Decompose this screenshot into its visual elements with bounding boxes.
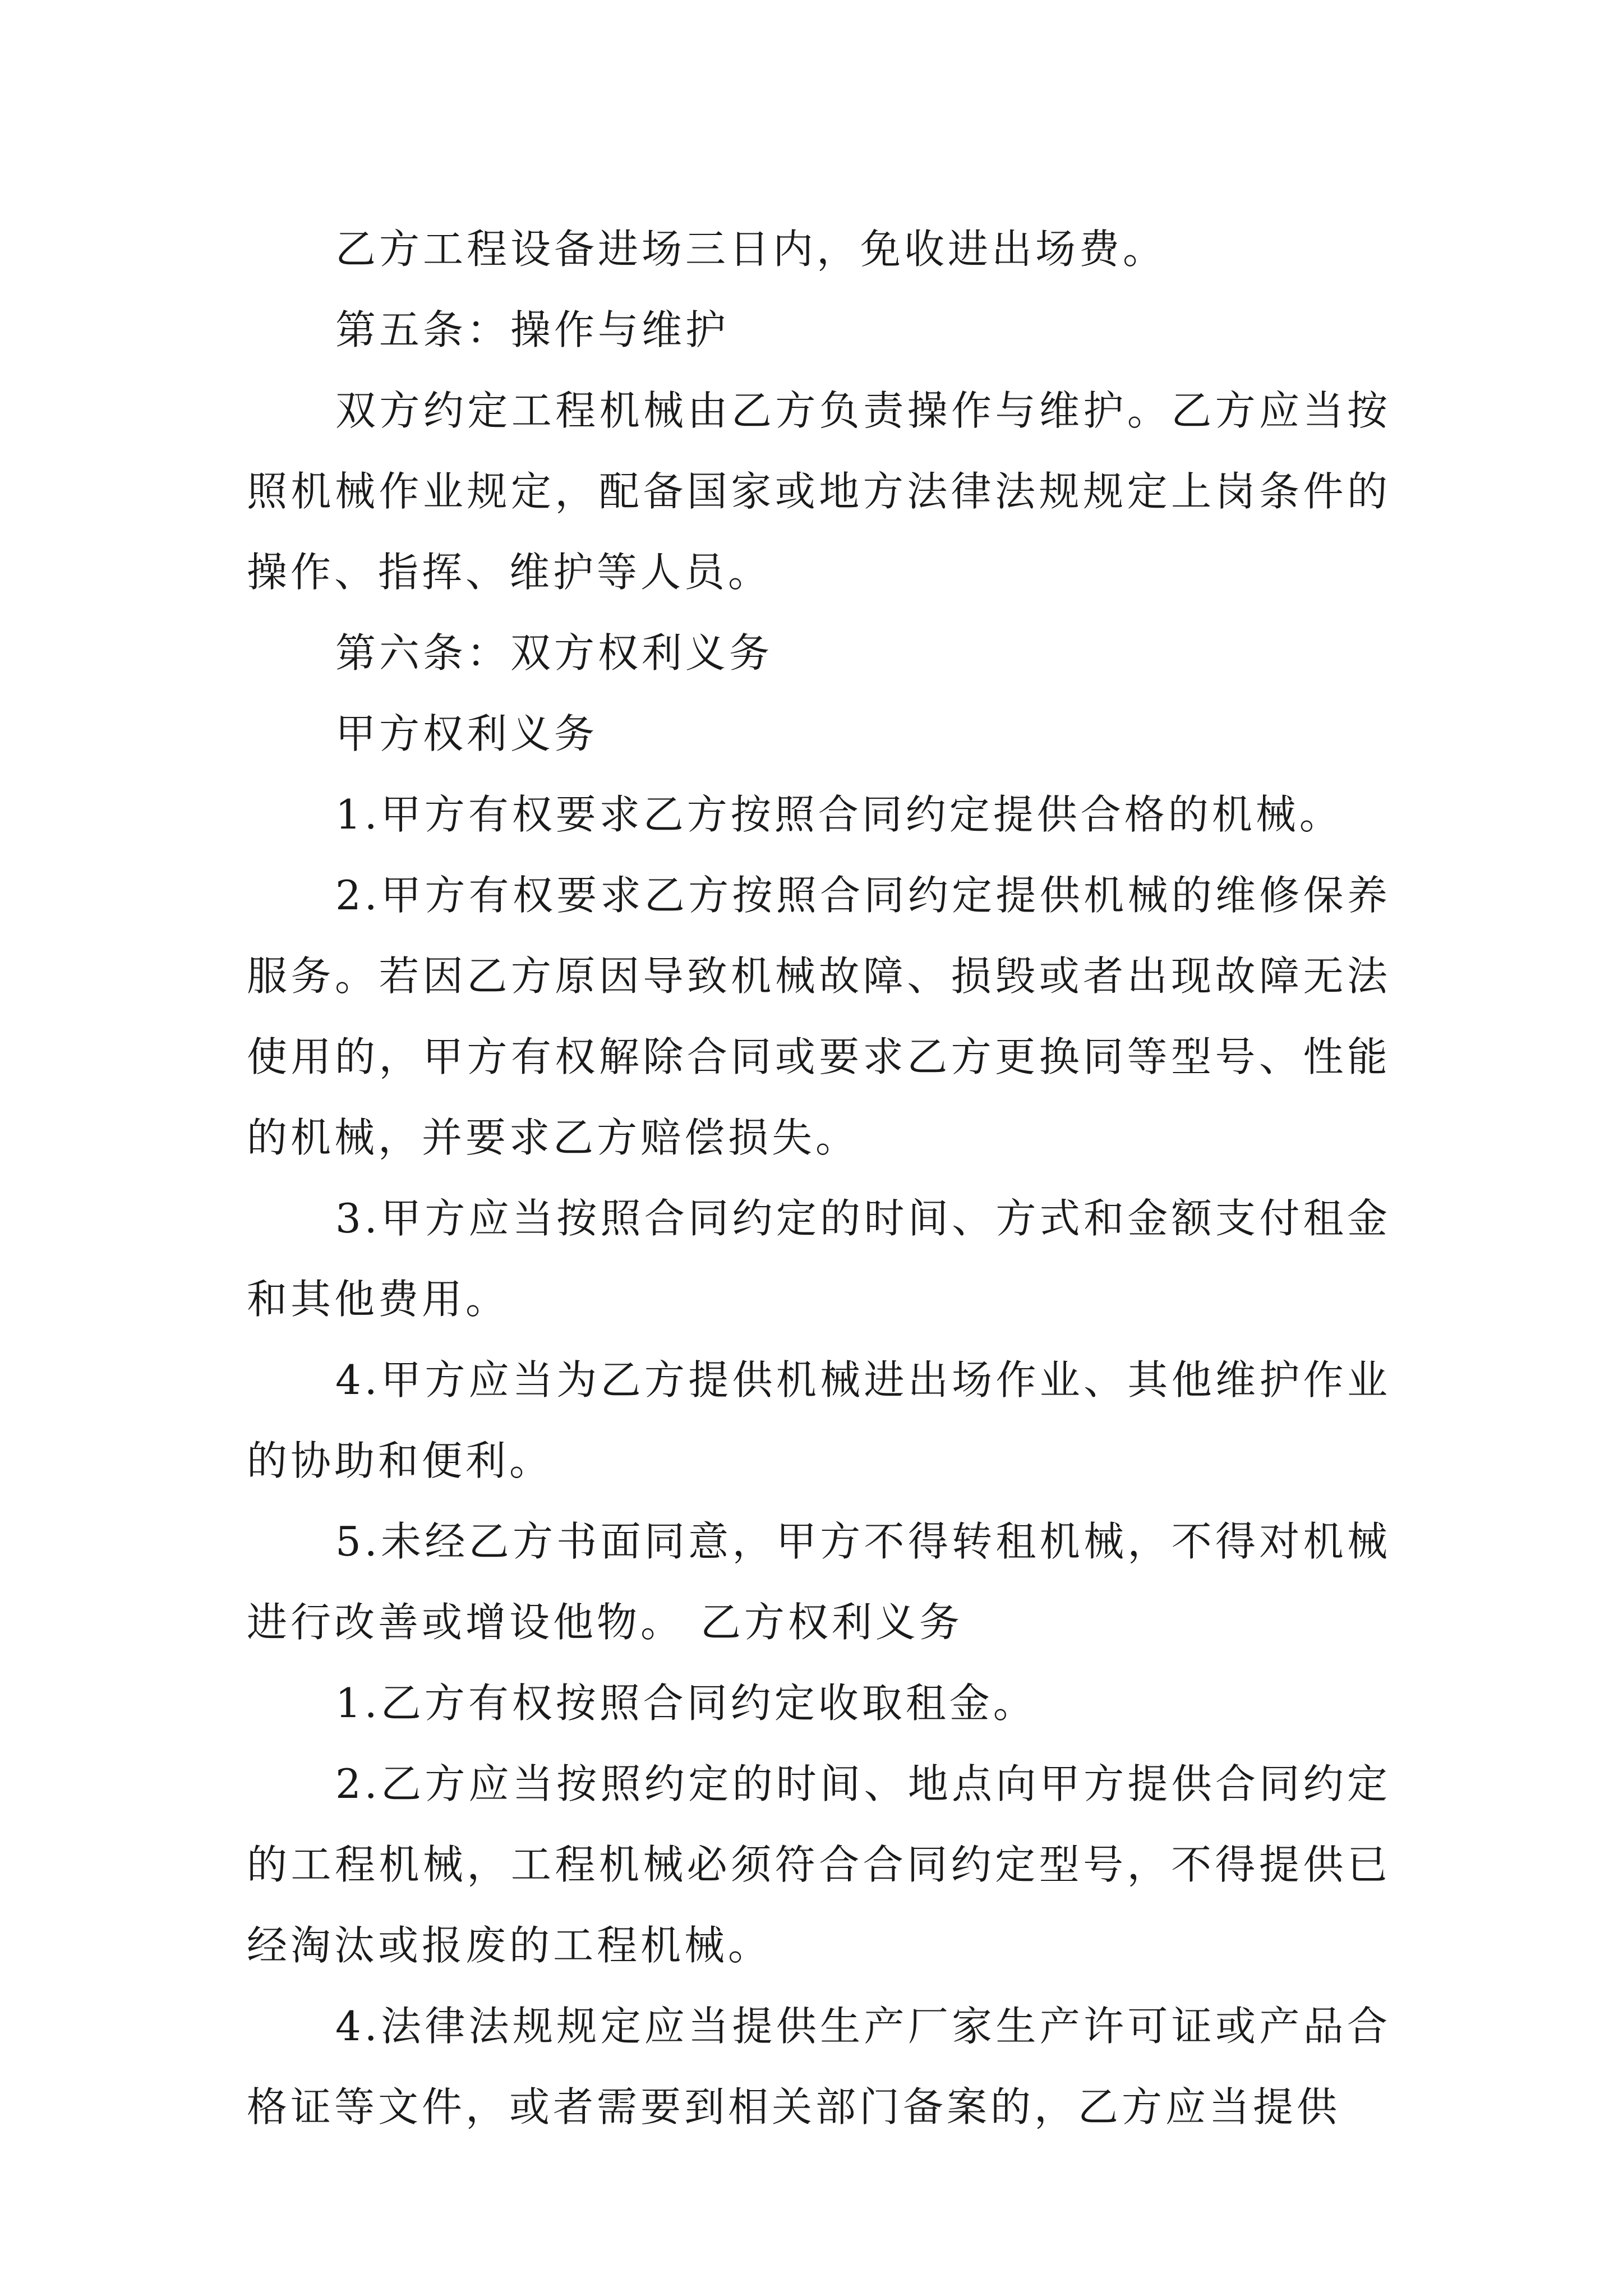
list-item-b-1: 1.乙方有权按照合同约定收取租金。 <box>335 1680 1037 1727</box>
document-body <box>247 209 1391 2147</box>
list-item-a-3: 3.甲方应当按照合同约定的时间、方式和金额支付租金和其他费用。 <box>247 1195 1391 1323</box>
list-item-a-1: 1.甲方有权要求乙方按照合同约定提供合格的机械。 <box>335 791 1343 838</box>
heading-article-6: 第六条：双方权利义务 <box>335 629 773 677</box>
list-item-b-4: 4.法律法规规定应当提供生产厂家生产许可证或产品合格证等文件，或者需要到相关部门备案的，乙方应当提供 <box>247 2003 1391 2131</box>
list-item-a-4: 4.甲方应当为乙方提供机械进出场作业、其他维护作业的协助和便利。 <box>247 1356 1391 1484</box>
paragraph-entry-fee: 乙方工程设备进场三日内，免收进出场费。 <box>335 226 1167 273</box>
list-item-a-2: 2.甲方有权要求乙方按照合同约定提供机械的维修保养服务。若因乙方原因导致机械故障、损毁或者出现故障无法使用的，甲方有权解除合同或要求乙方更换同等型号、性能的机械，并要求乙方赔偿损失。 <box>247 872 1391 1161</box>
heading-article-5: 第五条：操作与维护 <box>335 306 730 353</box>
list-item-b-2: 2.乙方应当按照约定的时间、地点向甲方提供合同约定的工程机械，工程机械必须符合合同约定型号，不得提供已经淘汰或报废的工程机械。 <box>247 1760 1391 1969</box>
list-item-a-5: 5.未经乙方书面同意，甲方不得转租机械，不得对机械进行改善或增设他物。 乙方权利义务 <box>247 1518 1391 1646</box>
heading-party-a-rights: 甲方权利义务 <box>335 710 598 757</box>
paragraph-operation-maintenance: 双方约定工程机械由乙方负责操作与维护。乙方应当按照机械作业规定，配备国家或地方法律法规规定上岗条件的操作、指挥、维护等人员。 <box>247 387 1391 596</box>
